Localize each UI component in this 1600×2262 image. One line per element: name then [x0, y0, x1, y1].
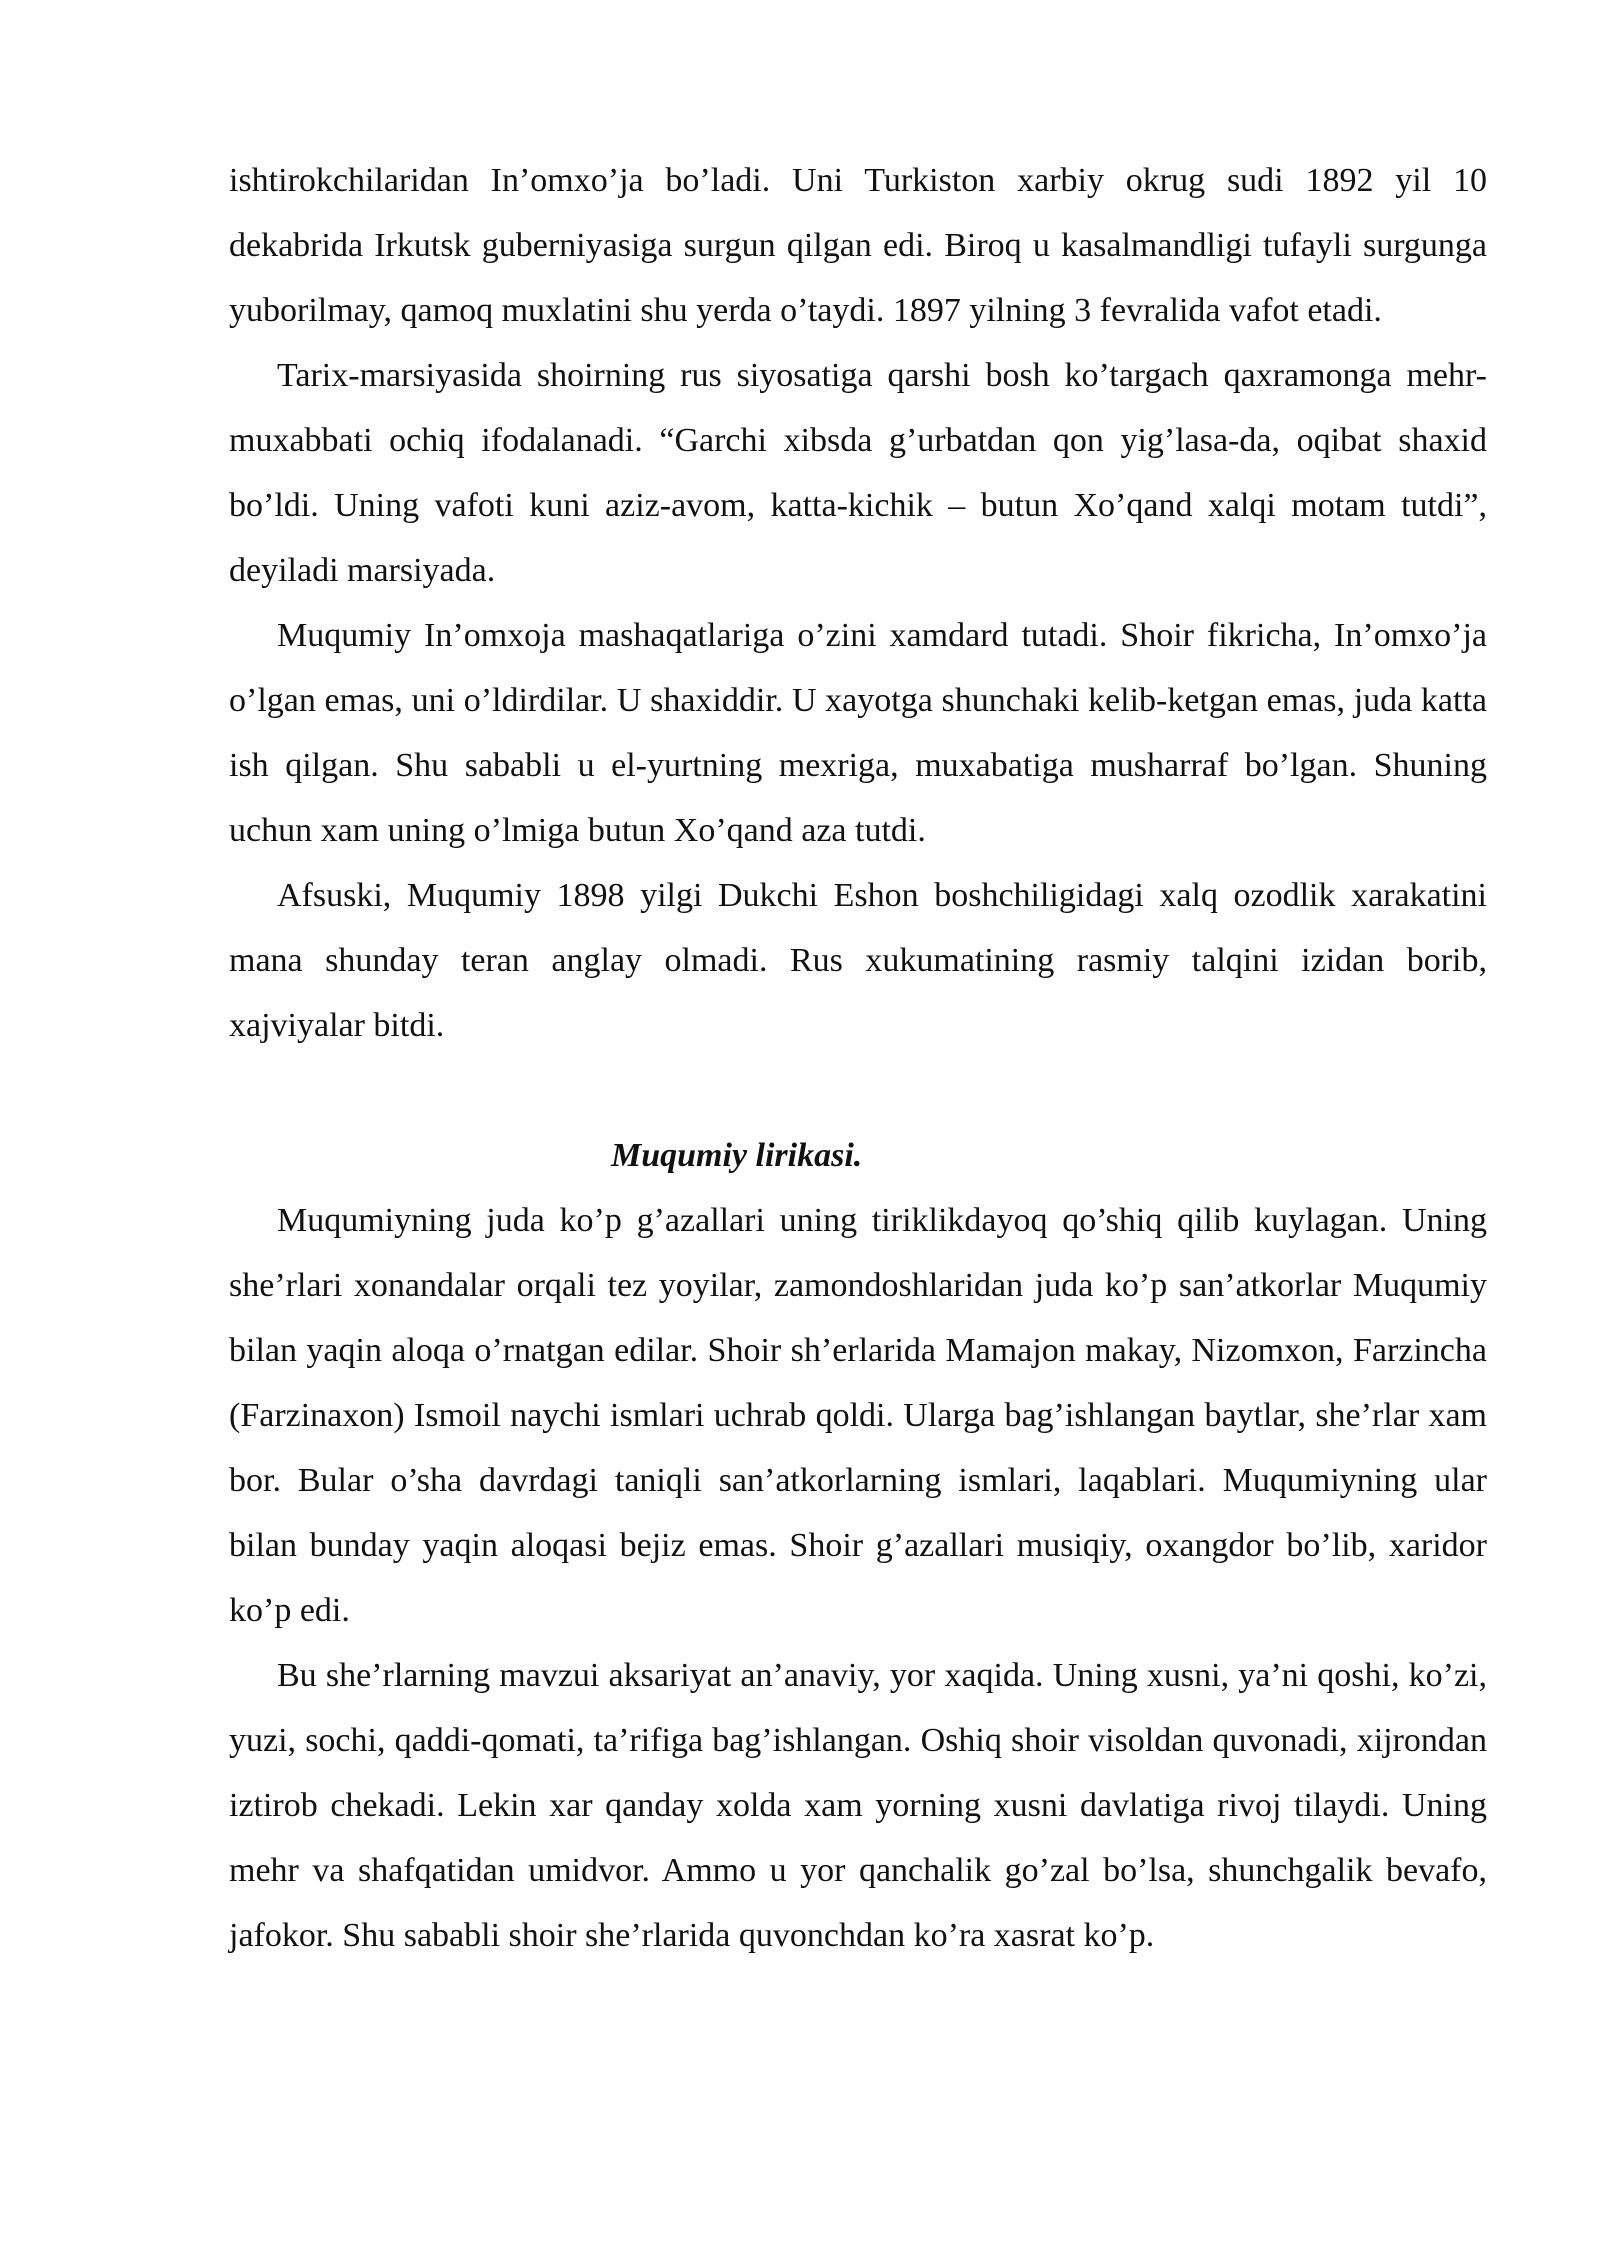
section-heading: Muqumiy lirikasi.: [611, 1137, 863, 1174]
paragraph-mavzu: Bu she’rlarning mavzui aksariyat an’anaviy, yor xaqida. Uning xusni, ya’ni qoshi, ko’zi, yuzi, sochi, qaddi-qomati, ta’rifiga bag’ishlangan. Oshiq shoir visoldan quvonadi, xijrondan iztirob chekadi. Lekin xar qanday xolda xam yorning xusni davlatiga rivoj tilaydi. Uning mehr va shafqatidan umidvor. Ammo u yor qanchalik go’zal bo’lsa, shunchgalik bevafo, jafokor. Shu sababli shoir she’rlarida quvonchdan ko’ra xasrat ko’p.: [229, 1657, 1487, 1954]
paragraph-inomxoja: Muqumiy In’omxoja mashaqatlariga o’zini xamdard tutadi. Shoir fikricha, In’omxo’ja o’lgan emas, uni o’ldirdilar. U shaxiddir. U xayotga shunchaki kelib-ketgan emas, juda katta ish qilgan. Shu sababli u el-yurtning mexriga, muxabatiga musharraf bo’lgan. Shuning uchun xam uning o’lmiga butun Xo’qand aza tutdi.: [229, 617, 1487, 849]
paragraph-tarix-marsiya: Tarix-marsiyasida shoirning rus siyosatiga qarshi bosh ko’targach qaxramonga mehr-muxabbati ochiq ifodalanadi. “Garchi xibsda g’urbatdan qon yig’lasa-da, oqibat shaxid bo’ldi. Uning vafoti kuni aziz-avom, katta-kichik – butun Xo’qand xalqi motam tutdi”, deyiladi marsiyada.: [229, 357, 1487, 589]
paragraph-dukchi-eshon: Afsuski, Muqumiy 1898 yilgi Dukchi Eshon boshchiligidagi xalq ozodlik xarakatini mana shunday teran anglay olmadi. Rus xukumatining rasmiy talqini izidan borib, xajviyalar bitdi.: [229, 877, 1487, 1044]
paragraph-continuation: ishtirokchilaridan In’omxo’ja bo’ladi. Uni Turkiston xarbiy okrug sudi 1892 yil 10 dekabrida Irkutsk guberniyasiga surgun qilgan edi. Biroq u kasalmandligi tufayli surgunga yuborilmay, qamoq muxlatini shu yerda o’taydi. 1897 yilning 3 fevralida vafot etadi.: [229, 162, 1487, 329]
paragraph-gazallar: Muqumiyning juda ko’p g’azallari uning tiriklikdayoq qo’shiq qilib kuylagan. Uning she’rlari xonandalar orqali tez yoyilar, zamondoshlaridan juda ko’p san’atkorlar Muqumiy bilan yaqin aloqa o’rnatgan edilar. Shoir sh’erlarida Mamajon makay, Nizomxon, Farzincha (Farzinaxon) Ismoil naychi ismlari uchrab qoldi. Ularga bag’ishlangan baytlar, she’rlar xam bor. Bular o’sha davrdagi taniqli san’atkorlarning ismlari, laqablari. Muqumiyning ular bilan bunday yaqin aloqasi bejiz emas. Shoir g’azallari musiqiy, oxangdor bo’lib, xaridor ko’p edi.: [229, 1202, 1487, 1629]
section-spacer: [229, 1058, 1487, 1123]
page-content: [229, 148, 1487, 1968]
